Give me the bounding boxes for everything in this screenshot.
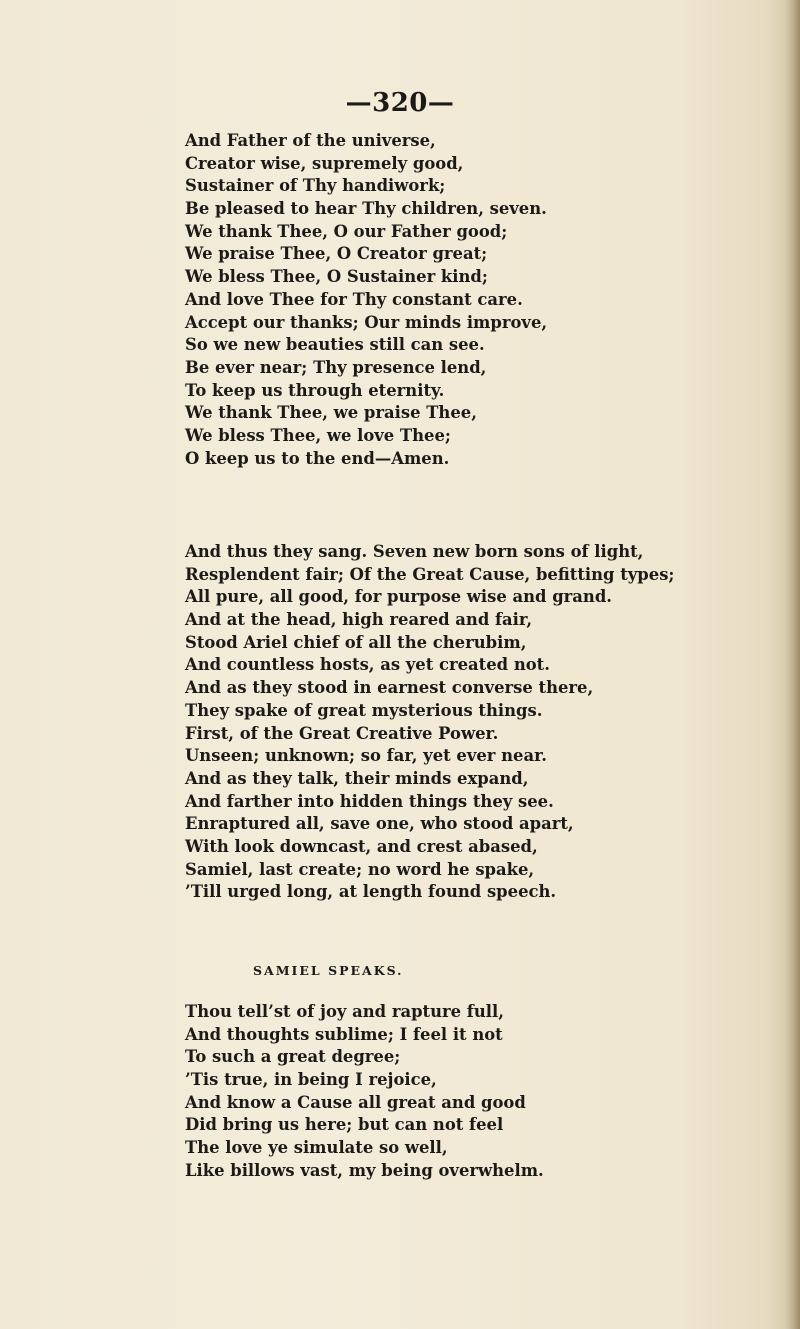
verse-line: ’Tis true, in being I rejoice, — [185, 1070, 437, 1090]
verse-line: Be ever near; Thy presence lend, — [185, 357, 487, 377]
verse-line: We bless Thee, O Sustainer kind; — [185, 267, 488, 287]
verse-line: And know a Cause all great and good — [185, 1092, 526, 1112]
verse-line: To such a great degree; — [185, 1047, 401, 1067]
verse-line: And farther into hidden things they see. — [185, 791, 554, 811]
verse-line: O keep us to the end—Amen. — [185, 448, 450, 468]
verse-line: So we new beauties still can see. — [185, 335, 485, 355]
verse-line: We bless Thee, we love Thee; — [185, 425, 451, 445]
verse-line: And countless hosts, as yet created not. — [185, 655, 550, 675]
section-heading: SAMIEL SPEAKS. — [253, 963, 404, 978]
verse-line: And thoughts sublime; I feel it not — [185, 1024, 503, 1044]
verse-line: And at the head, high reared and fair, — [185, 610, 533, 630]
verse-line: To keep us through eternity. — [185, 380, 445, 400]
verse-line: Accept our thanks; Our minds improve, — [185, 312, 548, 332]
verse-line: And thus they sang. Seven new born sons of light, — [185, 542, 644, 561]
verse-line: And as they stood in earnest converse there, — [185, 678, 594, 698]
page-number: —320— — [345, 88, 455, 118]
verse-line: Thou tell’st of joy and rapture full, — [185, 1002, 504, 1021]
hymn-stanza — [185, 130, 547, 470]
verse-line: With look downcast, and crest abased, — [185, 836, 538, 856]
verse-line: And love Thee for Thy constant care. — [185, 289, 523, 309]
verse-line: Sustainer of Thy handiwork; — [185, 176, 446, 196]
verse-line: We praise Thee, O Creator great; — [185, 244, 488, 264]
verse-line: They spake of great mysterious things. — [185, 700, 543, 720]
verse-line: Enraptured all, save one, who stood apart, — [185, 814, 574, 834]
page-edge-shadow — [786, 0, 800, 1329]
verse-line: ’Till urged long, at length found speech. — [185, 882, 557, 902]
verse-line: Samiel, last create; no word he spake, — [185, 859, 535, 879]
verse-line: Be pleased to hear Thy children, seven. — [185, 199, 547, 219]
verse-line: Unseen; unknown; so far, yet ever near. — [185, 746, 547, 766]
verse-line: Stood Ariel chief of all the cherubim, — [185, 632, 527, 652]
verse-line: And Father of the universe, — [185, 131, 436, 150]
verse-line: And as they talk, their minds expand, — [185, 768, 529, 788]
verse-line: Creator wise, supremely good, — [185, 153, 464, 173]
verse-line: Did bring us here; but can not feel — [185, 1115, 504, 1135]
speech-stanza — [185, 1001, 544, 1183]
narrative-stanza — [185, 541, 674, 904]
verse-line: Like billows vast, my being overwhelm. — [185, 1160, 544, 1180]
verse-line: First, of the Great Creative Power. — [185, 723, 499, 743]
verse-line: All pure, all good, for purpose wise and grand. — [185, 587, 613, 607]
verse-line: We thank Thee, we praise Thee, — [185, 403, 477, 423]
verse-line: We thank Thee, O our Father good; — [185, 221, 508, 241]
verse-line: Resplendent fair; Of the Great Cause, befitting types; — [185, 564, 675, 584]
verse-line: The love ye simulate so well, — [185, 1138, 448, 1158]
